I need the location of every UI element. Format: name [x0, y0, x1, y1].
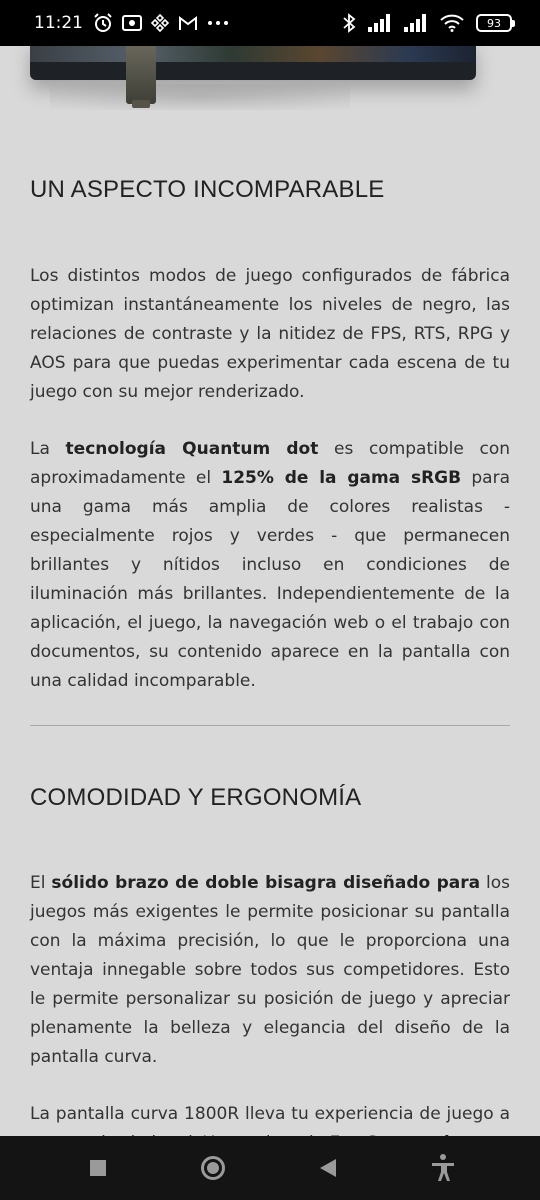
hero-figure-image	[126, 40, 156, 104]
status-time: 11:21	[34, 13, 83, 33]
section-title-comodidad: COMODIDAD Y ERGONOMÍA	[30, 784, 362, 811]
monitor-image	[30, 40, 476, 80]
bold-text: 125% de la gama sRGB	[221, 468, 462, 488]
wifi-icon	[440, 14, 464, 32]
bluetooth-icon	[342, 13, 356, 33]
screen-record-icon	[122, 14, 142, 32]
binance-icon	[151, 14, 169, 32]
hero-image	[30, 46, 510, 120]
battery-level: 93	[487, 16, 501, 30]
text-run: es compatible con aproximadamente el	[30, 439, 510, 488]
text-run: La pantalla curva 1800R lleva tu experiencia de juego a	[30, 1104, 510, 1124]
bold-text: tecnología Quantum dot	[65, 439, 319, 459]
text-run: La	[30, 439, 66, 459]
more-dots-icon	[207, 20, 229, 26]
bold-text: sólido brazo de doble bisagra diseñado para	[51, 873, 481, 893]
hero-shadow	[50, 84, 350, 110]
section-comodidad-paragraph-1	[30, 869, 510, 1072]
status-bar	[0, 0, 540, 46]
gmail-icon	[178, 15, 198, 31]
recent-apps-icon[interactable]	[68, 1138, 128, 1198]
signal-icon	[404, 14, 428, 32]
battery-icon	[476, 14, 512, 32]
section-divider	[30, 725, 510, 726]
text-run: los juegos más exigentes le permite posicionar su pantalla con la máxima precisión, lo que le proporciona una ventaja innegable sobre todos sus competidores. Esto le permite personalizar su posición de juego y apreciar plenamente la belleza y elegancia del diseño de la pantalla curva.	[30, 873, 511, 1067]
home-icon[interactable]	[183, 1138, 243, 1198]
navigation-bar	[0, 1136, 540, 1200]
accessibility-icon[interactable]	[413, 1138, 473, 1198]
status-left-icons	[93, 13, 229, 33]
status-right-icons	[342, 13, 512, 33]
text-run: para una gama más amplia de colores realistas - especialmente rojos y verdes - que permanecen brillantes y nítidos incluso en condiciones de iluminación más brillantes. Independientemente de la aplicación, el juego, la navegación web o el trabajo con documentos, su contenido aparece en la pantalla con una calidad incomparable.	[30, 468, 510, 691]
text-run: El	[30, 873, 52, 893]
section-title-aspecto: UN ASPECTO INCOMPARABLE	[30, 176, 385, 203]
section-aspecto-paragraph-2	[30, 435, 510, 696]
alarm-icon	[93, 13, 113, 33]
back-icon[interactable]	[298, 1138, 358, 1198]
section-aspecto-paragraph-1: Los distintos modos de juego configurados de fábrica optimizan instantáneamente los niveles de negro, las relaciones de contraste y la nitidez de FPS, RTS, RPG y AOS para que puedas experimentar cada escena de tu juego con su mejor renderizado.	[30, 266, 510, 402]
signal-icon	[368, 14, 392, 32]
page-content[interactable]	[0, 46, 540, 1136]
